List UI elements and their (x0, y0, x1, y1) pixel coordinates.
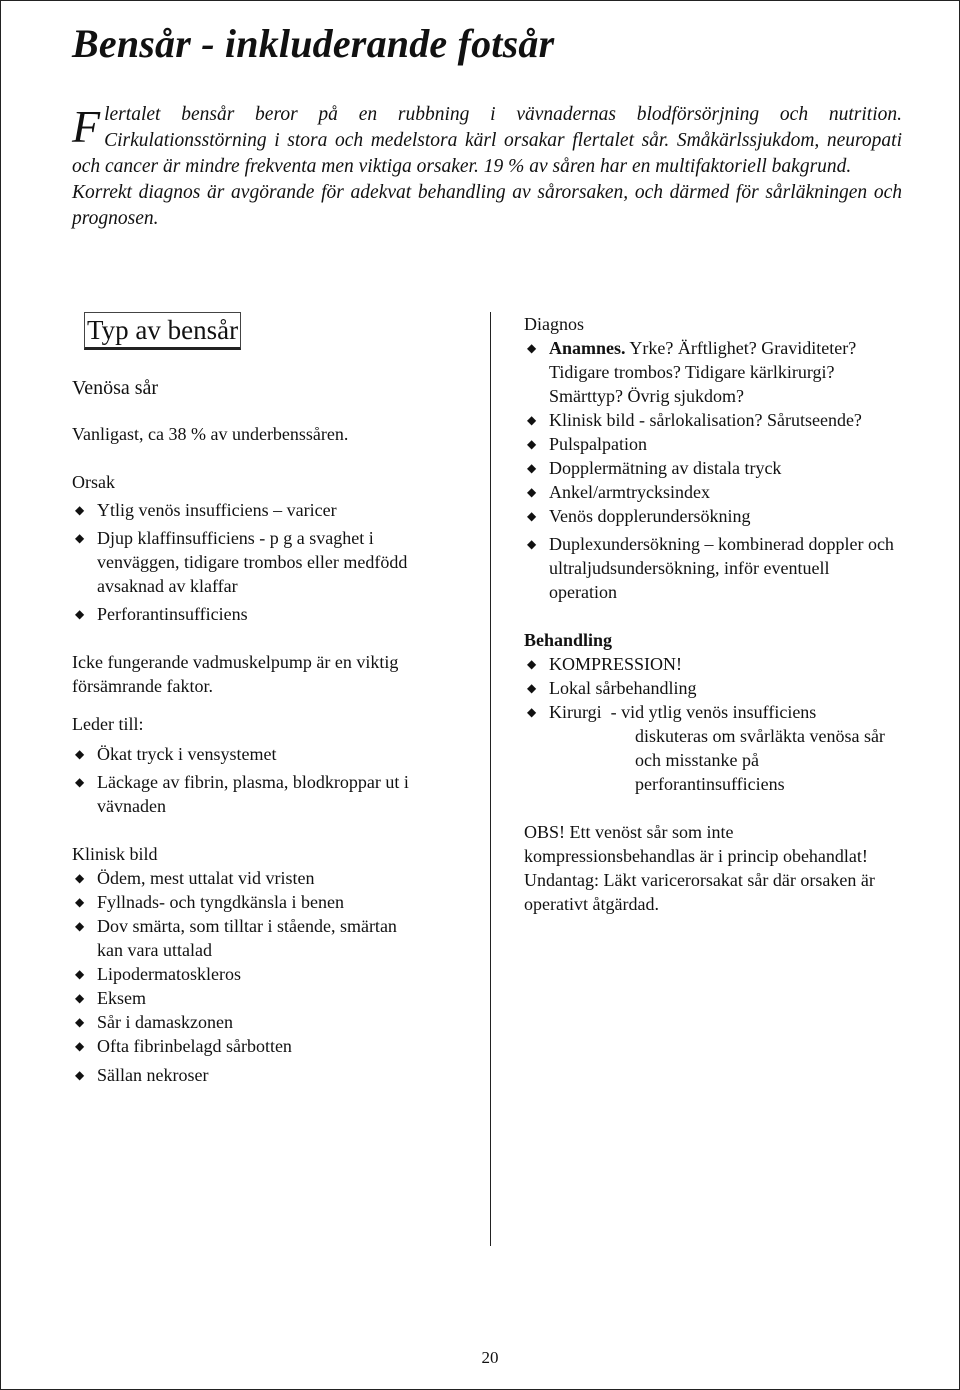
list-item: ◆ KOMPRESSION! (527, 654, 683, 674)
page-number: 20 (481, 1348, 499, 1367)
leads-list (72, 742, 412, 818)
list-item: ◆ Klinisk bild - sårlokalisation? Sårutseende? (527, 410, 862, 430)
cause-heading: Orsak (72, 472, 115, 492)
diamond-bullet-icon: ◆ (75, 895, 85, 909)
list-item: ◆ Dopplermätning av distala tryck (527, 458, 782, 478)
boxed-heading-wrap (72, 312, 412, 350)
diamond-bullet-icon: ◆ (75, 747, 85, 761)
list-item: ◆ Djup klaffinsufficiens - p g a svaghet i venväggen, tidigare trombos eller medfödd avsaknad av klaffar (75, 528, 408, 596)
intro-section (72, 102, 902, 232)
diagnosis-heading: Diagnos (524, 314, 584, 334)
list-item: ◆ Lipodermatoskleros (75, 964, 241, 984)
list-item: ◆ Sällan nekroser (75, 1065, 209, 1085)
boxed-heading: Typ av bensår (84, 312, 241, 350)
diamond-bullet-icon: ◆ (527, 681, 537, 695)
diamond-bullet-icon: ◆ (75, 531, 85, 545)
right-column (524, 312, 894, 916)
list-item: ◆ Eksem (75, 988, 146, 1008)
diamond-bullet-icon: ◆ (527, 341, 537, 355)
anamnes-label: Anamnes. (549, 338, 626, 358)
list-item: ◆ Lokal sårbehandling (527, 678, 697, 698)
diamond-bullet-icon: ◆ (527, 509, 537, 523)
diamond-bullet-icon: ◆ (527, 537, 537, 551)
diamond-bullet-icon: ◆ (527, 705, 537, 719)
intro-paragraph-2: Korrekt diagnos är avgörande för adekvat behandling av sårorsaken, och därmed för sårläkningen och prognosen. (72, 182, 902, 229)
diamond-bullet-icon: ◆ (75, 967, 85, 981)
leads-heading: Leder till: (72, 714, 144, 734)
diamond-bullet-icon: ◆ (75, 503, 85, 517)
drop-cap: F (72, 101, 101, 152)
diamond-bullet-icon: ◆ (527, 413, 537, 427)
page-title: Bensår - inkluderande fotsår (72, 21, 555, 66)
pump-note: Icke fungerande vadmuskelpump är en viktig försämrande faktor. (72, 652, 399, 696)
frequency-text: Vanligast, ca 38 % av underbenssåren. (72, 424, 349, 444)
column-divider (490, 312, 491, 1246)
diagnosis-list (524, 336, 894, 604)
diamond-bullet-icon: ◆ (527, 437, 537, 451)
intro-paragraph-1-text: lertalet bensår beror på en rubbning i vävnadernas blodförsörjning och nutrition. Cirkulationsstörning i stora och medelstora kärl orsakar flertalet sår. Småkärlssjukdom, neuropati och cancer är mindre frekventa men viktiga orsaker. 19 % av såren har en multifaktoriell bakgrund. (72, 104, 902, 177)
diamond-bullet-icon: ◆ (75, 871, 85, 885)
list-item: ◆ Ödem, mest uttalat vid vristen (75, 868, 315, 888)
treatment-heading: Behandling (524, 630, 613, 650)
diamond-bullet-icon: ◆ (75, 1015, 85, 1029)
diamond-bullet-icon: ◆ (75, 607, 85, 621)
list-item: ◆ Fyllnads- och tyngdkänsla i benen (75, 892, 344, 912)
list-item: ◆ Ytlig venös insufficiens – varicer (75, 500, 337, 520)
cause-list (72, 498, 412, 626)
diamond-bullet-icon: ◆ (75, 1039, 85, 1053)
list-item: ◆ Ofta fibrinbelagd sårbotten (75, 1036, 292, 1056)
diamond-bullet-icon: ◆ (527, 657, 537, 671)
venous-ulcer-heading: Venösa sår (72, 377, 159, 399)
diamond-bullet-icon: ◆ (75, 991, 85, 1005)
list-item: ◆ Sår i damaskzonen (75, 1012, 233, 1032)
intro-paragraph-1 (72, 102, 902, 180)
list-item: ◆ Dov smärta, som tilltar i stående, smärtan kan vara uttalad (75, 916, 397, 960)
treatment-list (524, 652, 894, 724)
list-item: ◆ Ankel/armtrycksindex (527, 482, 710, 502)
left-column (72, 312, 412, 1087)
list-item: ◆ Ökat tryck i vensystemet (75, 744, 277, 764)
list-item: ◆ Anamnes. Yrke? Ärftlighet? Graviditeter? Tidigare trombos? Tidigare kärlkirurgi? Smärttyp? Övrig sjukdom? (527, 338, 857, 406)
diamond-bullet-icon: ◆ (527, 485, 537, 499)
clinical-heading: Klinisk bild (72, 844, 158, 864)
surgery-continuation: diskuteras om svårläkta venösa sår och misstanke på perforantinsufficiens (635, 726, 885, 794)
diamond-bullet-icon: ◆ (527, 461, 537, 475)
list-item: ◆ Venös dopplerundersökning (527, 506, 751, 526)
diamond-bullet-icon: ◆ (75, 919, 85, 933)
list-item: ◆ Pulspalpation (527, 434, 647, 454)
list-item: ◆ Perforantinsufficiens (75, 604, 248, 624)
clinical-list (72, 866, 412, 1087)
list-item: ◆ Duplexundersökning – kombinerad doppler och ultraljudsundersökning, inför eventuell operation (527, 534, 894, 602)
list-item: ◆ Kirurgi - vid ytlig venös insufficiens (527, 702, 817, 722)
diamond-bullet-icon: ◆ (75, 1068, 85, 1082)
obs-note: OBS! Ett venöst sår som inte kompressionsbehandlas är i princip obehandlat! Undantag: Läkt varicerorsakat sår där orsaken är operativt åtgärdad. (524, 822, 875, 914)
list-item: ◆ Läckage av fibrin, plasma, blodkroppar ut i vävnaden (75, 772, 409, 816)
diamond-bullet-icon: ◆ (75, 775, 85, 789)
